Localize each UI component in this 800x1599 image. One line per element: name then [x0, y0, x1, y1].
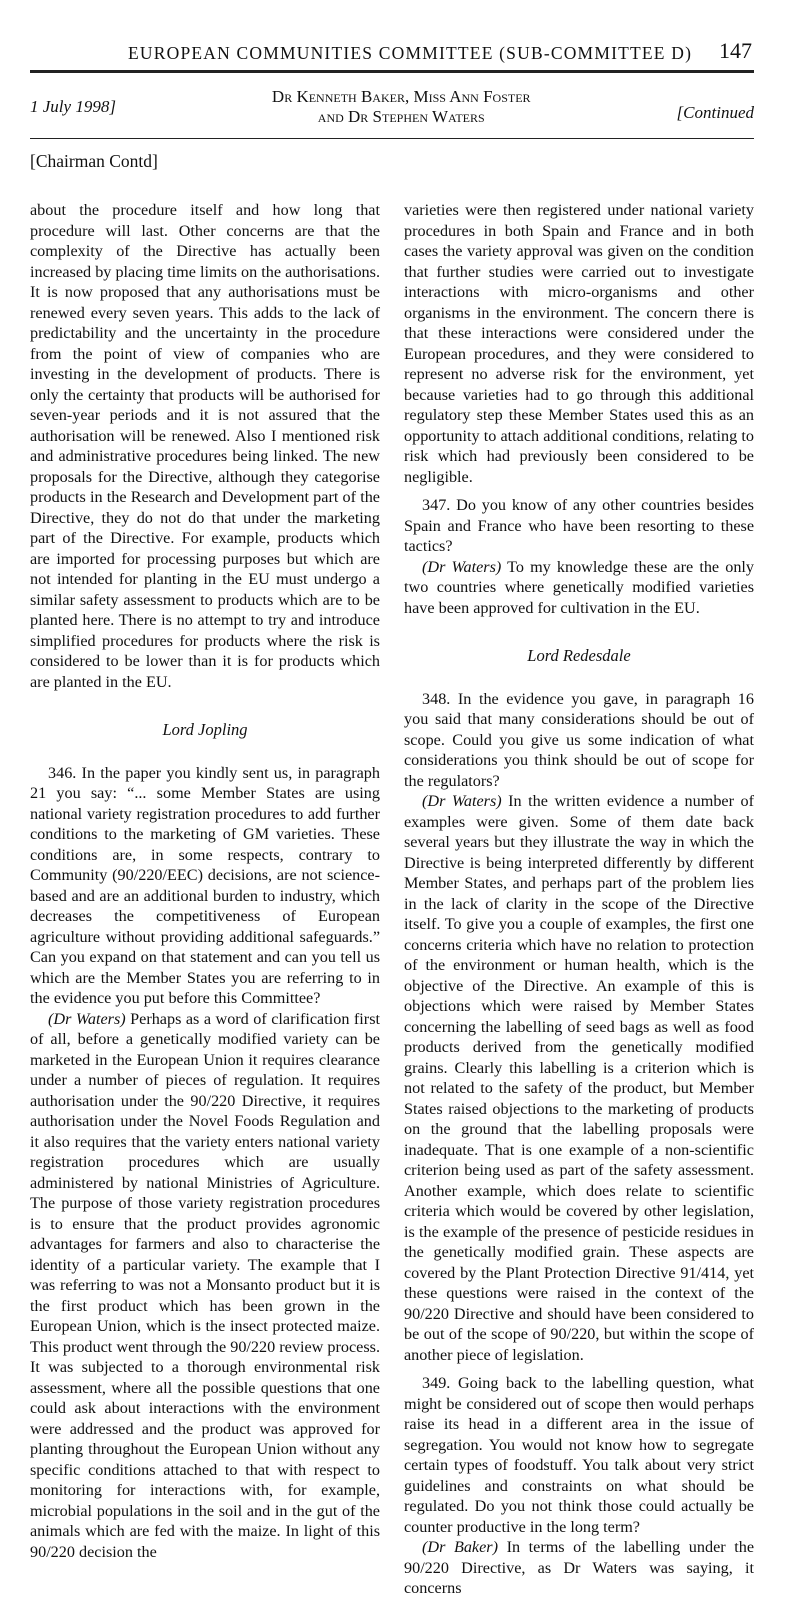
witness-line-2: and Dr Stephen Waters	[317, 107, 485, 126]
paragraph: varieties were then registered under national variety procedures in both Spain and France and in both cases the variety approval was given on the condition that further studies were carried out to investigate interactions with micro-organisms and other organisms in the environment. The concern there is that these interactions were considered under the European procedures, and they were considered to represent no adverse risk for the environment, yet because varieties had to go through this additional regulatory step these Member States used this as an opportunity to attach additional conditions, relating to risk which had previously been considered to be negligible.	[404, 201, 754, 486]
speaker-heading: Lord Redesdale	[527, 646, 631, 665]
subheader-rule	[30, 138, 754, 139]
session-date: 1 July 1998]	[30, 97, 116, 116]
answer-347	[404, 557, 754, 619]
witness-header	[30, 87, 754, 127]
question-349: 349. Going back to the labelling question, what might be considered out of scope then would perhaps raise its head in a different area in the issue of segregation. You would not know how to segregate certain types of foodstuff. You talk about very strict guidelines and constraints on what should be regulated. Do you not think those could actually be counter productive in the long term?	[404, 1374, 754, 1536]
question-348: 348. In the evidence you gave, in paragraph 16 you said that many considerations should be out of scope. Could you give us some indication of what considerations you think should be out of scope for the regulators?	[404, 689, 754, 790]
answer-text: In terms of the labelling under the 90/220 Directive, as Dr Waters was saying, it concerns	[404, 1538, 755, 1597]
answer-text: To my knowledge these are the only two countries where genetically modified varieties have been approved for cultivation in the EU.	[404, 557, 754, 617]
answer-speaker: (Dr Baker)	[422, 1538, 498, 1556]
committee-title: EUROPEAN COMMUNITIES COMMITTEE (SUB-COMMITTEE D)	[128, 43, 693, 63]
continued-label: [Continued	[676, 103, 754, 122]
running-head	[30, 0, 754, 64]
header-rule	[30, 70, 754, 73]
question-347: 347. Do you know of any other countries besides Spain and France who have been resorting to these tactics?	[404, 496, 754, 555]
answer-346	[30, 1009, 380, 1563]
speaker-heading: Lord Jopling	[162, 720, 248, 739]
answer-speaker: (Dr Waters)	[422, 792, 502, 810]
answer-349	[404, 1537, 754, 1599]
answer-speaker: (Dr Waters)	[422, 557, 502, 576]
witness-line-1: Dr Kenneth Baker, Miss Ann Foster	[271, 87, 531, 106]
answer-text: Perhaps as a word of clarification first of all, before a genetically modified variety can be marketed in the European Union it requires clearance under a number of pieces of regulation. It requires authorisation under the 90/220 Directive, it requires authorisation under the Novel Foods Regulation and it also requires that the variety enters national variety registration procedures which are usually administered by national Ministries of Agriculture. The purpose of those variety registration procedures is to ensure that the product provides agronomic advantages for farmers and also to characterise the identity of a particular variety. The example that I was referring to was not a Monsanto product but it is the first product which has been grown in the European Union, which is the insect protected maize. This product went through the 90/220 review process. It was subjected to a thorough environmental risk assessment, where all the possible questions that one could ask about interactions with the environment were addressed and the product was approved for planting throughout the European Union without any specific conditions attached to that with respect to monitoring for interactions with, for example, microbial populations in the soil and in the gut of the animals which are fed with the maize. In light of this 90/220 decision the	[30, 1009, 380, 1561]
left-column	[30, 200, 380, 1599]
question-346: 346. In the paper you kindly sent us, in paragraph 21 you say: “... some Member States are using national variety registration procedures to add further conditions to the marketing of GM varieties. These conditions are, in some respects, contrary to Community (90/220/EEC) decisions, are not science-based and are an additional burden to industry, which decreases the competitiveness of European agriculture without providing additional safeguards.” Can you expand on that statement and can you tell us which are the Member States you are referring to in the evidence you put before this Committee?	[30, 763, 380, 1007]
right-column	[404, 200, 754, 1599]
text-columns	[30, 200, 754, 1599]
answer-text: In the written evidence a number of examples were given. Some of them date back several years but they illustrate the way in which the Directive is being interpreted differently by different Member States, and perhaps part of the problem lies in the lack of clarity in the scope of the Directive itself. To give you a couple of examples, the first one concerns criteria which have no relation to protection of the environment or human health, which is the objective of the Directive. An example of this is objections which were raised by Member States concerning the labelling of seed bags as well as food products derived from the genetically modified grains. Clearly this labelling is a criterion which is not related to the safety of the product, but Member States raised objections to the marketing of products on the ground that the labelling proposals were inadequate. That is one example of a non-scientific criterion being used as part of the safety assessment. Another example, which does relate to scientific criteria which would be covered by other legislation, is the example of the presence of pesticide residues in the genetically modified grain. These aspects are covered by the Plant Protection Directive 91/414, yet these questions were raised in the context of the 90/220 Directive and should have been considered to be out of the scope of 90/220, but within the scope of another piece of legislation.	[404, 792, 754, 1364]
witness-names	[146, 87, 657, 127]
page-number: 147	[719, 38, 752, 63]
answer-348	[404, 791, 754, 1365]
speaker-continued: [Chairman Contd]	[30, 151, 158, 171]
paragraph: about the procedure itself and how long that procedure will last. Other concerns are that the complexity of the Directive has actually been increased by placing time limits on the authorisations. It is now proposed that any authorisations must be renewed every seven years. This adds to the lack of predictability and the uncertainty in the procedure from the point of view of companies who are investing in the development of products. There is only the certainty that products will be authorised for seven-year periods and it is not assured that the authorisation will be renewed. Also I mentioned risk and administrative procedures being linked. The new proposals for the Directive, although they categorise products in the Research and Development part of the Directive, they do not do that under the marketing part of the Directive. For example, products which are imported for processing purposes but which are not intended for planting in the EU must undergo a similar safety assessment to products which are to be planted here. There is no attempt to try and introduce simplified procedures for products where the risk is considered to be lower than it is for products which are planted in the EU.	[30, 201, 380, 691]
answer-speaker: (Dr Waters)	[48, 1009, 126, 1028]
